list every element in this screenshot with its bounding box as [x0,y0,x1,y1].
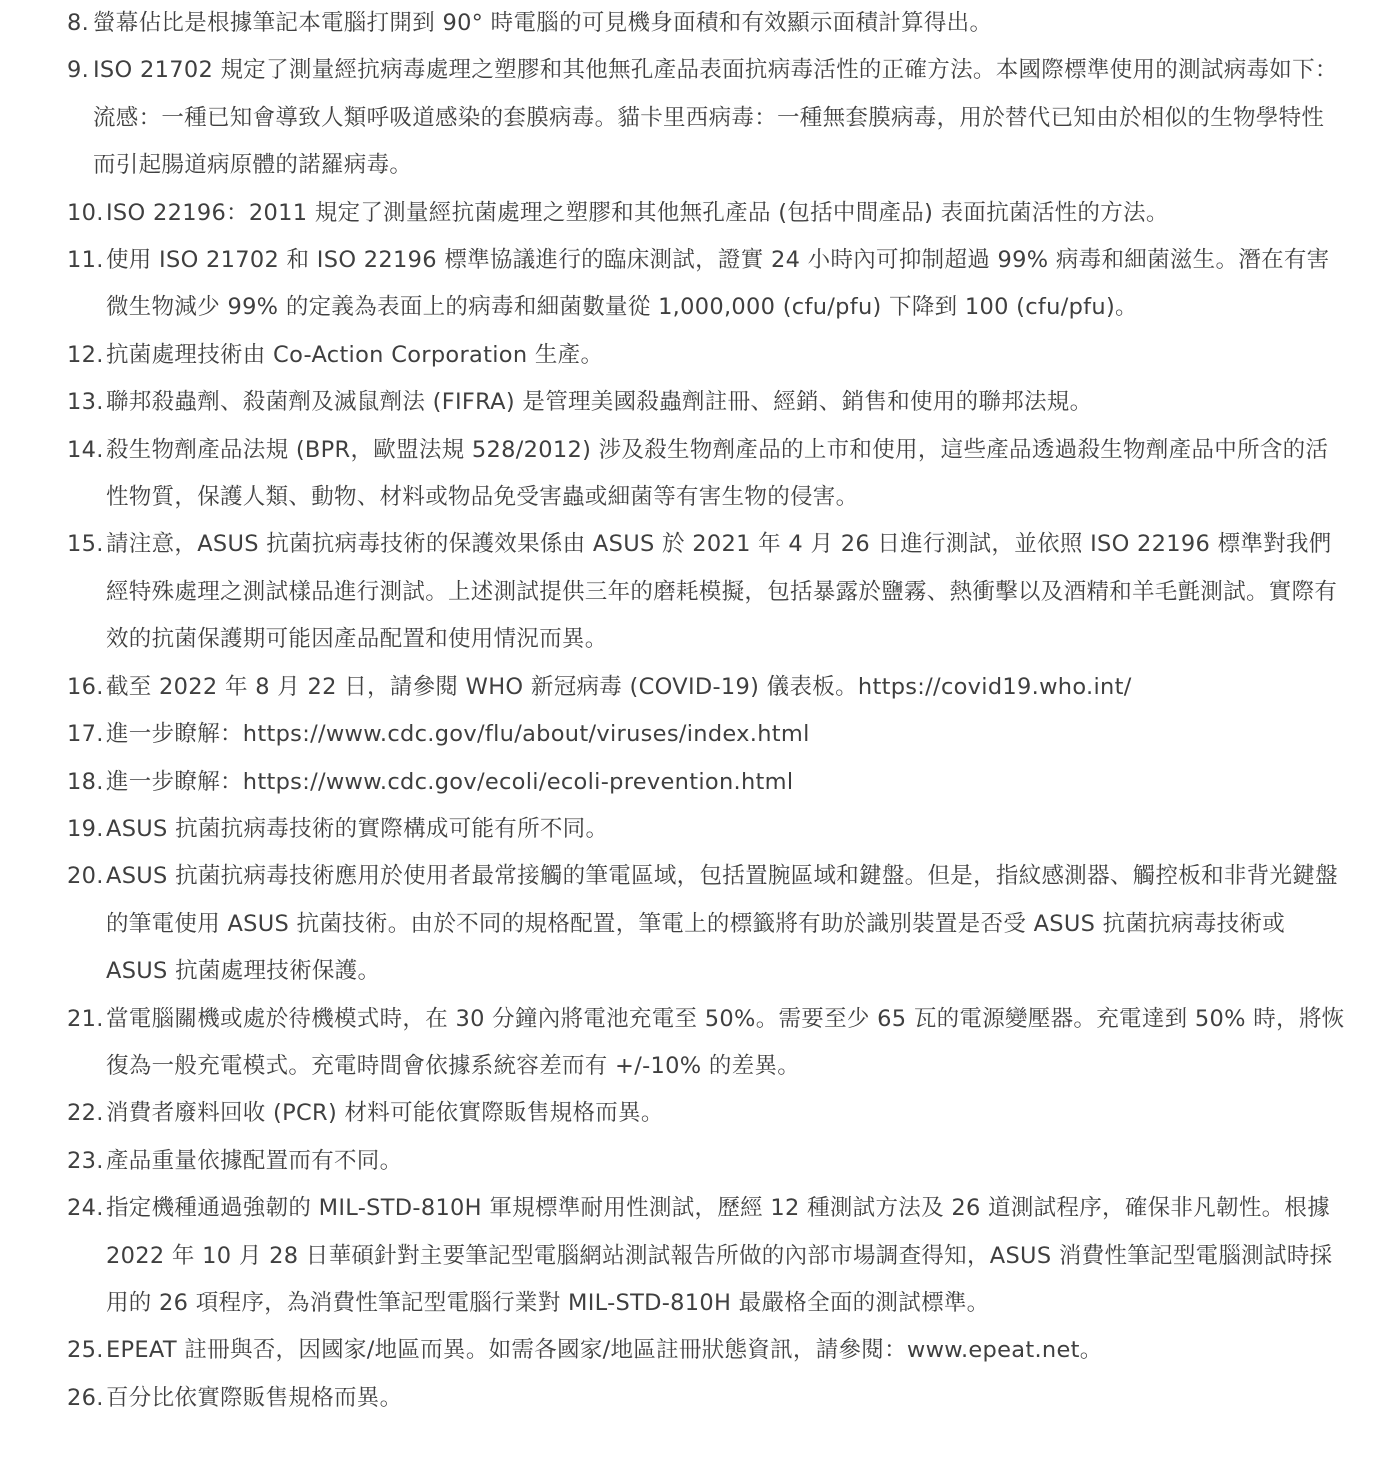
footnote-text: 螢幕佔比是根據筆記本電腦打開到 90° 時電腦的可見機身面積和有效顯示面積計算得出。 [93,10,993,36]
footnote-number: 8. [67,10,90,36]
footnote-item [0,711,1400,758]
footnote-number: 12. [67,341,104,368]
footnote-item [0,759,1400,806]
footnote-item [0,1327,1400,1374]
footnote-item [0,237,1400,332]
footnote-text: 百分比依實際販售規格而異。 [106,1384,403,1411]
footnote-item [0,806,1400,853]
footnote-item [0,427,1400,522]
footnote-text: ISO 22196：2011 規定了測量經抗菌處理之塑膠和其他無孔產品 (包括中間產品) 表面抗菌活性的方法。 [106,199,1169,226]
footnote-item [0,332,1400,379]
footnote-number: 17. [67,721,104,748]
footnote-number: 20. [67,863,104,890]
footnote-number: 11. [67,247,104,274]
footnote-number: 23. [67,1147,104,1174]
footnote-number: 25. [67,1337,104,1364]
footnote-text: 進一步瞭解：https://www.cdc.gov/flu/about/viruses/index.html [106,721,810,748]
footnote-text: 抗菌處理技術由 Co-Action Corporation 生產。 [106,341,604,368]
footnote-number: 16. [67,673,104,700]
footnote-number: 14. [67,436,104,463]
footnote-number: 26. [67,1384,104,1411]
footnote-text: 產品重量依據配置而有不同。 [106,1147,403,1174]
footnote-text: 進一步瞭解：https://www.cdc.gov/ecoli/ecoli-prevention.html [106,768,794,795]
footnote-text: ISO 21702 規定了測量經抗病毒處理之塑膠和其他無孔產品表面抗病毒活性的正確方法。本國際標準使用的測試病毒如下：流感：一種已知會導致人類呼吸道感染的套膜病毒。貓卡里西病毒：一種無套膜病毒，用於替代已知由於相似的生物學特性而引起腸道病原體的諾羅病毒。 [93,57,1338,179]
footnote-text: ASUS 抗菌抗病毒技術的實際構成可能有所不同。 [106,815,609,842]
footnote-number: 18. [67,768,104,795]
footnote-text: 殺生物劑產品法規 (BPR，歐盟法規 528/2012) 涉及殺生物劑產品的上市和使用，這些產品透過殺生物劑產品中所含的活性物質，保護人類、動物、材料或物品免受害蟲或細菌等有害生物的侵害。 [106,436,1329,511]
footnote-item [0,853,1400,995]
footnote-item [0,190,1400,237]
footnote-text: 消費者廢料回收 (PCR) 材料可能依實際販售規格而異。 [106,1100,664,1127]
footnote-item [0,1375,1400,1422]
footnote-text: 截至 2022 年 8 月 22 日，請參閱 WHO 新冠病毒 (COVID-19) 儀表板。https://covid19.who.int/ [106,673,1132,700]
footnote-number: 10. [67,199,104,226]
footnote-item [0,521,1400,663]
footnote-item [0,1090,1400,1137]
footnote-number: 21. [67,1005,104,1032]
footnote-number: 22. [67,1100,104,1127]
footnote-item [0,996,1400,1091]
footnote-item [0,1138,1400,1185]
footnote-text: 聯邦殺蟲劑、殺菌劑及滅鼠劑法 (FIFRA) 是管理美國殺蟲劑註冊、經銷、銷售和使用的聯邦法規。 [106,389,1093,416]
footnote-text: 當電腦關機或處於待機模式時，在 30 分鐘內將電池充電至 50%。需要至少 65 瓦的電源變壓器。充電達到 50% 時，將恢復為一般充電模式。充電時間會依據系統容差而有 +/-10% 的差異。 [106,1005,1345,1079]
footnote-text: 請注意，ASUS 抗菌抗病毒技術的保護效果係由 ASUS 於 2021 年 4 月 26 日進行測試，並依照 ISO 22196 標準對我們經特殊處理之測試樣品進行測試。上述測試提供三年的磨耗模擬，包括暴露於鹽霧、熱衝擊以及酒精和羊毛氈測試。實際有效的抗菌保護期可能因產品配置和使用情況而異。 [106,531,1338,653]
footnote-number: 15. [67,531,104,558]
footnote-item [0,0,1400,47]
footnote-number: 19. [67,815,104,842]
footnote-text: 使用 ISO 21702 和 ISO 22196 標準協議進行的臨床測試，證實 24 小時內可抑制超過 99% 病毒和細菌滋生。潛在有害微生物減少 99% 的定義為表面上的病毒和細菌數量從 1,000,000 (cfu/pfu) 下降到 100 (cfu/pfu)。 [106,247,1330,321]
footnote-item [0,664,1400,711]
footnote-text: ASUS 抗菌抗病毒技術應用於使用者最常接觸的筆電區域，包括置腕區域和鍵盤。但是，指紋感測器、觸控板和非背光鍵盤的筆電使用 ASUS 抗菌技術。由於不同的規格配置，筆電上的標籤將有助於識別裝置是否受 ASUS 抗菌抗病毒技術或 ASUS 抗菌處理技術保護。 [106,863,1338,985]
footnote-item [0,1185,1400,1327]
footnote-number: 13. [67,389,104,416]
footnote-item [0,47,1400,189]
footnote-number: 24. [67,1195,104,1222]
footnote-number: 9. [67,57,90,84]
footnote-item [0,379,1400,426]
footnote-text: 指定機種通過強韌的 MIL-STD-810H 軍規標準耐用性測試，歷經 12 種測試方法及 26 道測試程序，確保非凡韌性。根據 2022 年 10 月 28 日華碩針對主要筆記型電腦網站測試報告所做的內部市場調查得知，ASUS 消費性筆記型電腦測試時採用的 26 項程序，為消費性筆記型電腦行業對 MIL-STD-810H 最嚴格全面的測試標準。 [106,1195,1333,1316]
footnote-text: EPEAT 註冊與否，因國家/地區而異。如需各國家/地區註冊狀態資訊，請參閱：www.epeat.net。 [106,1337,1103,1364]
